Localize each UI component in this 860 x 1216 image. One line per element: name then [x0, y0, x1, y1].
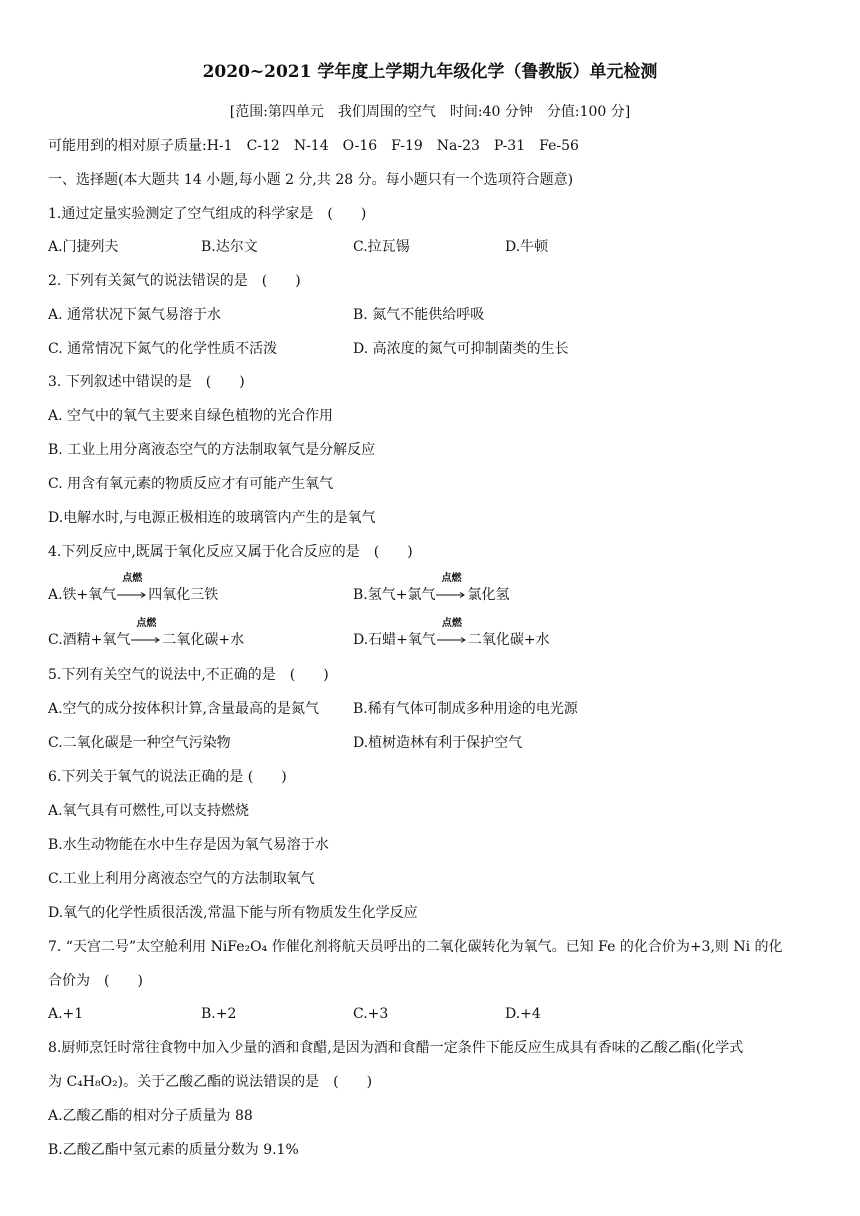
products: 二氧化碳+水 — [162, 632, 245, 648]
reaction-condition: 点燃 — [441, 618, 462, 629]
question-1-stem: 1.通过定量实验测定了空气组成的科学家是 ( ) — [48, 206, 367, 222]
question-3-option-c: C. 用含有氧元素的物质反应才有可能产生氧气 — [48, 476, 334, 492]
question-1-option-d: D.牛顿 — [505, 239, 549, 255]
question-2-option-d: D. 高浓度的氮气可抑制菌类的生长 — [353, 341, 569, 357]
question-2-option-a: A. 通常状况下氮气易溶于水 — [48, 307, 222, 323]
reactants: A.铁+氧气 — [48, 587, 117, 603]
question-4-option-c — [48, 618, 245, 650]
reaction-arrow — [437, 618, 467, 650]
question-7-option-c: C.+3 — [353, 1006, 389, 1022]
exam-scope: [范围:第四单元 我们周围的空气 时间:40 分钟 分值:100 分] — [229, 104, 631, 120]
question-5-option-a: A.空气的成分按体积计算,含量最高的是氮气 — [48, 701, 320, 717]
question-1-option-a: A.门捷列夫 — [48, 239, 119, 255]
question-6-option-a: A.氧气具有可燃性,可以支持燃烧 — [48, 803, 250, 819]
section-heading: 一、选择题(本大题共 14 小题,每小题 2 分,共 28 分。每小题只有一个选项符合题意) — [48, 172, 574, 188]
question-6-option-b: B.水生动物能在水中生存是因为氧气易溶于水 — [48, 837, 329, 853]
products: 四氧化三铁 — [148, 587, 219, 603]
question-7-option-b: B.+2 — [201, 1006, 237, 1022]
question-3-option-d: D.电解水时,与电源正极相连的玻璃管内产生的是氧气 — [48, 510, 376, 526]
question-6-stem: 6.下列关于氧气的说法正确的是 ( ) — [48, 769, 287, 785]
question-8-option-a: A.乙酸乙酯的相对分子质量为 88 — [48, 1108, 253, 1124]
arrow-icon — [437, 636, 467, 644]
question-1-option-b: B.达尔文 — [201, 239, 258, 255]
reaction-arrow — [117, 573, 147, 605]
question-3-stem: 3. 下列叙述中错误的是 ( ) — [48, 374, 245, 390]
question-4-stem: 4.下列反应中,既属于氧化反应又属于化合反应的是 ( ) — [48, 544, 413, 560]
question-1-option-c: C.拉瓦锡 — [353, 239, 410, 255]
arrow-icon — [131, 636, 161, 644]
reaction-condition: 点燃 — [136, 618, 157, 629]
question-5-stem: 5.下列有关空气的说法中,不正确的是 ( ) — [48, 667, 329, 683]
reaction-arrow — [436, 573, 466, 605]
question-4-option-b — [353, 573, 510, 605]
question-5-option-c: C.二氧化碳是一种空气污染物 — [48, 735, 231, 751]
question-4-option-d — [353, 618, 550, 650]
reactants: C.酒精+氧气 — [48, 632, 131, 648]
question-8-stem-line-2: 为 C₄H₈O₂)。关于乙酸乙酯的说法错误的是 ( ) — [48, 1074, 373, 1090]
reactants: B.氢气+氯气 — [353, 587, 436, 603]
products: 氯化氢 — [467, 587, 510, 603]
products: 二氧化碳+水 — [467, 632, 550, 648]
question-7-stem-line-1: 7. “天宫二号”太空舱利用 NiFe₂O₄ 作催化剂将航天员呼出的二氧化碳转化为氧气。已知 Fe 的化合价为+3,则 Ni 的化 — [48, 939, 783, 955]
question-3-option-a: A. 空气中的氧气主要来自绿色植物的光合作用 — [48, 408, 334, 424]
reaction-arrow — [131, 618, 161, 650]
reactants: D.石蜡+氧气 — [353, 632, 436, 648]
reaction-condition: 点燃 — [122, 573, 143, 584]
question-6-option-c: C.工业上利用分离液态空气的方法制取氧气 — [48, 871, 315, 887]
question-7-stem-line-2: 合价为 ( ) — [48, 973, 143, 989]
atomic-masses: 可能用到的相对原子质量:H-1 C-12 N-14 O-16 F-19 Na-23 P-31 Fe-56 — [48, 138, 579, 154]
question-4-option-a — [48, 573, 219, 605]
arrow-icon — [436, 591, 466, 599]
question-6-option-d: D.氧气的化学性质很活泼,常温下能与所有物质发生化学反应 — [48, 905, 418, 921]
question-7-option-d: D.+4 — [505, 1006, 541, 1022]
arrow-icon — [117, 591, 147, 599]
question-5-option-d: D.植树造林有利于保护空气 — [353, 735, 523, 751]
question-2-option-c: C. 通常情况下氮气的化学性质不活泼 — [48, 341, 278, 357]
question-2-option-b: B. 氮气不能供给呼吸 — [353, 307, 485, 323]
reaction-condition: 点燃 — [441, 573, 462, 584]
question-8-stem-line-1: 8.厨师烹饪时常往食物中加入少量的酒和食醋,是因为酒和食醋一定条件下能反应生成具有香味的乙酸乙酯(化学式 — [48, 1040, 744, 1056]
question-2-stem: 2. 下列有关氮气的说法错误的是 ( ) — [48, 273, 301, 289]
question-5-option-b: B.稀有气体可制成多种用途的电光源 — [353, 701, 578, 717]
question-3-option-b: B. 工业上用分离液态空气的方法制取氧气是分解反应 — [48, 442, 376, 458]
question-7-option-a: A.+1 — [48, 1006, 84, 1022]
question-8-option-b: B.乙酸乙酯中氢元素的质量分数为 9.1% — [48, 1142, 299, 1158]
exam-title: 2020~2021 学年度上学期九年级化学（鲁教版）单元检测 — [202, 62, 658, 82]
